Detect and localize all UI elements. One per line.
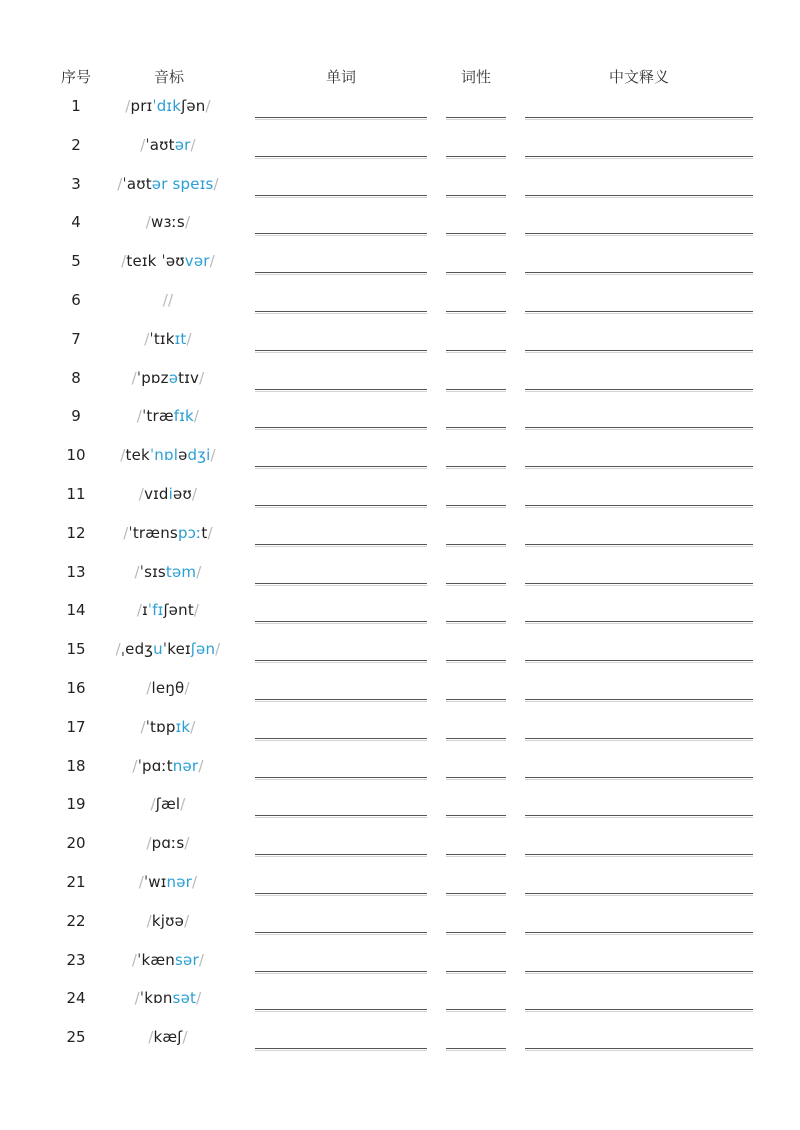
- phonetic-segment: tɪv: [178, 368, 200, 387]
- word-answer-line[interactable]: [255, 505, 427, 508]
- phonetic-segment: ˈaʊt: [145, 135, 175, 154]
- row-number: 21: [66, 873, 86, 891]
- meaning-answer-line[interactable]: [525, 117, 753, 120]
- row-number: 24: [66, 989, 86, 1008]
- pos-answer-line[interactable]: [446, 544, 506, 547]
- meaning-answer-line[interactable]: [525, 389, 753, 392]
- phonetic-segment: leŋθ: [151, 679, 185, 697]
- table-row: [0, 446, 800, 485]
- meaning-answer-line[interactable]: [525, 350, 753, 353]
- phonetic-highlight: vər: [184, 252, 210, 271]
- row-number: 15: [66, 640, 86, 659]
- meaning-answer-line[interactable]: [525, 699, 753, 702]
- phonetic-highlight: nər: [172, 756, 199, 775]
- pos-answer-line[interactable]: [446, 854, 506, 857]
- word-answer-line[interactable]: [255, 544, 427, 547]
- row-number: 20: [66, 834, 86, 853]
- slash-close: /: [198, 756, 204, 775]
- table-row: [0, 136, 800, 175]
- phonetic-segment: ˈtɪk: [149, 329, 175, 348]
- slash-close: /: [184, 679, 190, 697]
- meaning-answer-line[interactable]: [525, 738, 753, 741]
- slash-open: /: [131, 950, 138, 969]
- phonetic-transcription: [139, 485, 197, 503]
- header-meaning: 中文释义: [608, 68, 670, 86]
- table-row: [0, 97, 800, 136]
- pos-answer-line[interactable]: [446, 427, 506, 430]
- table-row: [0, 873, 800, 912]
- phonetic-highlight: sər: [175, 950, 199, 969]
- pos-answer-line[interactable]: [446, 466, 506, 469]
- meaning-answer-line[interactable]: [525, 311, 753, 314]
- slash-close: /: [184, 834, 190, 853]
- slash-open: /: [134, 989, 140, 1008]
- row-number: 23: [66, 950, 86, 969]
- phonetic-transcription: [147, 912, 190, 930]
- word-answer-line[interactable]: [255, 932, 427, 935]
- phonetic-transcription: [150, 795, 185, 813]
- table-row: [0, 369, 800, 408]
- slash-close: /: [207, 523, 213, 542]
- phonetic-highlight: təm: [165, 562, 197, 581]
- phonetic-transcription: [137, 407, 199, 425]
- table-row: [0, 795, 800, 834]
- slash-open: /: [123, 523, 129, 542]
- slash-close: /: [184, 911, 190, 930]
- slash-open: /: [140, 135, 146, 154]
- pos-answer-line[interactable]: [446, 738, 506, 741]
- word-answer-line[interactable]: [255, 233, 427, 236]
- phonetic-segment: ˈkeɪ: [162, 640, 191, 659]
- phonetic-segment: wɜːs: [151, 213, 185, 232]
- phonetic-segment: ˈkɒn: [139, 989, 173, 1008]
- table-row: [0, 718, 800, 757]
- slash-close: /: [190, 717, 196, 736]
- word-answer-line[interactable]: [255, 971, 427, 974]
- slash-open: /: [132, 756, 138, 775]
- pos-answer-line[interactable]: [446, 311, 506, 314]
- pos-answer-line[interactable]: [446, 233, 506, 236]
- meaning-answer-line[interactable]: [525, 544, 753, 547]
- phonetic-highlight: ʃən: [190, 640, 216, 659]
- phonetic-transcription: [144, 330, 191, 348]
- meaning-answer-line[interactable]: [525, 893, 753, 896]
- phonetic-segment: ˈkæn: [137, 950, 176, 969]
- pos-answer-line[interactable]: [446, 583, 506, 586]
- meaning-answer-line[interactable]: [525, 427, 753, 430]
- word-answer-line[interactable]: [255, 156, 427, 159]
- meaning-answer-line[interactable]: [525, 272, 753, 275]
- slash-open: /: [136, 601, 143, 620]
- phonetic-highlight: u: [153, 640, 163, 659]
- phonetic-segment: ʃæl: [155, 795, 181, 814]
- row-number: 10: [66, 446, 86, 465]
- slash-open: /: [162, 291, 168, 309]
- word-answer-line[interactable]: [255, 621, 427, 624]
- row-number: 16: [66, 679, 86, 697]
- slash-open: /: [134, 562, 140, 581]
- table-row: [0, 757, 800, 796]
- header-pos: 词性: [460, 68, 492, 86]
- phonetic-transcription: [120, 446, 215, 464]
- row-number: 14: [66, 601, 86, 620]
- table-row: [0, 563, 800, 602]
- meaning-answer-line[interactable]: [525, 621, 753, 624]
- meaning-answer-line[interactable]: [525, 1009, 753, 1012]
- slash-close: /: [193, 407, 200, 426]
- header-phonetic: 音标: [153, 68, 185, 86]
- table-row: [0, 407, 800, 446]
- phonetic-highlight: i: [168, 485, 174, 503]
- pos-answer-line[interactable]: [446, 156, 506, 159]
- meaning-answer-line[interactable]: [525, 583, 753, 586]
- word-answer-line[interactable]: [255, 117, 427, 120]
- slash-close: /: [190, 135, 196, 154]
- pos-answer-line[interactable]: [446, 660, 506, 663]
- slash-open: /: [136, 407, 143, 426]
- phonetic-highlight: ˈfɪ: [147, 601, 164, 620]
- phonetic-transcription: [125, 97, 211, 115]
- slash-close: /: [196, 562, 202, 581]
- meaning-answer-line[interactable]: [525, 971, 753, 974]
- slash-open: /: [146, 679, 152, 697]
- slash-close: /: [168, 291, 174, 309]
- phonetic-segment: ˈpɑːt: [137, 756, 173, 775]
- phonetic-highlight: ər: [174, 135, 191, 154]
- slash-open: /: [150, 795, 156, 814]
- slash-open: /: [140, 717, 146, 736]
- table-row: [0, 291, 800, 330]
- meaning-answer-line[interactable]: [525, 233, 753, 236]
- row-number: 25: [66, 1028, 86, 1047]
- phonetic-transcription: [132, 369, 205, 387]
- meaning-answer-line[interactable]: [525, 195, 753, 198]
- phonetic-segment: ɪ: [142, 601, 148, 620]
- slash-close: /: [184, 213, 191, 232]
- slash-open: /: [125, 97, 131, 115]
- row-number: 7: [71, 329, 81, 348]
- word-answer-line[interactable]: [255, 777, 427, 780]
- phonetic-segment: prɪ: [130, 97, 153, 115]
- phonetic-highlight: ɪk: [175, 717, 191, 736]
- pos-answer-line[interactable]: [446, 621, 506, 624]
- phonetic-transcription: [132, 757, 203, 775]
- slash-close: /: [196, 989, 202, 1008]
- word-answer-line[interactable]: [255, 854, 427, 857]
- phonetic-segment: ˈsɪs: [139, 562, 166, 581]
- word-answer-line[interactable]: [255, 389, 427, 392]
- meaning-answer-line[interactable]: [525, 466, 753, 469]
- phonetic-highlight: nər: [166, 873, 193, 891]
- pos-answer-line[interactable]: [446, 932, 506, 935]
- word-answer-line[interactable]: [255, 1009, 427, 1012]
- word-answer-line[interactable]: [255, 1048, 427, 1051]
- word-answer-line[interactable]: [255, 350, 427, 353]
- slash-close: /: [213, 174, 219, 193]
- phonetic-transcription: [135, 989, 202, 1007]
- word-answer-line[interactable]: [255, 272, 427, 275]
- pos-answer-line[interactable]: [446, 1048, 506, 1051]
- phonetic-highlight: dʒi: [187, 446, 211, 465]
- slash-open: /: [144, 329, 150, 348]
- phonetic-highlight: ɪt: [174, 329, 187, 348]
- slash-open: /: [120, 446, 126, 465]
- slash-close: /: [215, 640, 221, 659]
- slash-close: /: [198, 950, 205, 969]
- phonetic-transcription: [123, 524, 212, 542]
- row-number: 6: [71, 291, 81, 309]
- word-answer-line[interactable]: [255, 583, 427, 586]
- phonetic-segment: kæʃ: [153, 1028, 183, 1047]
- pos-answer-line[interactable]: [446, 815, 506, 818]
- row-number: 17: [66, 717, 86, 736]
- slash-close: /: [193, 601, 200, 620]
- slash-open: /: [115, 640, 121, 659]
- phonetic-segment: ˈtɒp: [145, 717, 176, 736]
- word-answer-line[interactable]: [255, 815, 427, 818]
- phonetic-highlight: pɔː: [177, 523, 202, 542]
- phonetic-segment: teɪk ˈəʊ: [126, 252, 185, 271]
- meaning-answer-line[interactable]: [525, 660, 753, 663]
- row-number: 11: [66, 485, 86, 503]
- phonetic-transcription: [117, 175, 219, 193]
- phonetic-segment: ˈwɪ: [143, 873, 167, 891]
- slash-close: /: [210, 446, 216, 465]
- pos-answer-line[interactable]: [446, 505, 506, 508]
- row-number: 2: [71, 135, 81, 154]
- slash-close: /: [199, 368, 205, 387]
- phonetic-segment: pɑːs: [151, 834, 185, 853]
- phonetic-highlight: ər speɪs: [151, 174, 214, 193]
- phonetic-segment: ʃən: [181, 97, 206, 115]
- slash-open: /: [138, 485, 145, 503]
- phonetic-highlight: ˈnɒl: [149, 446, 179, 465]
- slash-open: /: [145, 213, 152, 232]
- pos-answer-line[interactable]: [446, 1009, 506, 1012]
- slash-close: /: [186, 329, 192, 348]
- row-number: 5: [71, 252, 81, 271]
- phonetic-highlight: sət: [172, 989, 197, 1008]
- word-answer-line[interactable]: [255, 660, 427, 663]
- slash-close: /: [180, 795, 186, 814]
- pos-answer-line[interactable]: [446, 350, 506, 353]
- slash-close: /: [209, 252, 215, 271]
- phonetic-segment: ˈtræns: [128, 523, 178, 542]
- slash-open: /: [148, 1028, 154, 1047]
- slash-close: /: [182, 1028, 188, 1047]
- table-row: [0, 989, 800, 1028]
- row-number: 13: [66, 562, 86, 581]
- row-number: 22: [66, 911, 86, 930]
- meaning-answer-line[interactable]: [525, 854, 753, 857]
- word-answer-line[interactable]: [255, 699, 427, 702]
- table-row: [0, 1028, 800, 1067]
- phonetic-segment: tek: [125, 446, 150, 465]
- phonetic-transcription: [146, 834, 189, 852]
- phonetic-transcription: [146, 679, 189, 697]
- phonetic-transcription: [140, 136, 196, 154]
- phonetic-highlight: ə: [168, 368, 179, 387]
- meaning-answer-line[interactable]: [525, 1048, 753, 1051]
- slash-open: /: [121, 252, 127, 271]
- row-number: 18: [66, 756, 86, 775]
- meaning-answer-line[interactable]: [525, 505, 753, 508]
- word-answer-line[interactable]: [255, 738, 427, 741]
- slash-open: /: [146, 911, 152, 930]
- slash-open: /: [146, 834, 152, 853]
- meaning-answer-line[interactable]: [525, 932, 753, 935]
- slash-close: /: [192, 873, 198, 891]
- pos-answer-line[interactable]: [446, 117, 506, 120]
- row-number: 19: [66, 795, 86, 814]
- table-row: [0, 524, 800, 563]
- table-row: [0, 912, 800, 951]
- phonetic-segment: ˈtræ: [142, 407, 174, 426]
- table-row: [0, 175, 800, 214]
- phonetic-segment: t: [201, 523, 208, 542]
- word-answer-line[interactable]: [255, 195, 427, 198]
- slash-close: /: [191, 485, 198, 503]
- row-number: 4: [71, 213, 81, 232]
- phonetic-transcription: [148, 1028, 188, 1046]
- phonetic-transcription: [146, 213, 190, 231]
- row-number: 3: [71, 174, 81, 193]
- table-row: [0, 252, 800, 291]
- pos-answer-line[interactable]: [446, 893, 506, 896]
- meaning-answer-line[interactable]: [525, 815, 753, 818]
- row-number: 9: [71, 407, 81, 426]
- phonetic-highlight: fɪk: [173, 407, 194, 426]
- pos-answer-line[interactable]: [446, 777, 506, 780]
- table-row: [0, 640, 800, 679]
- table-row: [0, 834, 800, 873]
- row-number: 1: [71, 97, 81, 115]
- header-word: 单词: [325, 68, 357, 86]
- word-answer-line[interactable]: [255, 311, 427, 314]
- table-row: [0, 330, 800, 369]
- pos-answer-line[interactable]: [446, 272, 506, 275]
- word-answer-line[interactable]: [255, 893, 427, 896]
- phonetic-segment: ˈaʊt: [122, 174, 152, 193]
- table-row: [0, 601, 800, 640]
- phonetic-segment: kjʊə: [151, 911, 185, 930]
- row-number: 12: [66, 523, 86, 542]
- slash-open: /: [131, 368, 137, 387]
- table-row: [0, 485, 800, 524]
- phonetic-transcription: [163, 291, 174, 309]
- phonetic-segment: ˌedʒ: [120, 640, 154, 659]
- phonetic-transcription: [121, 252, 215, 270]
- phonetic-segment: ə: [178, 446, 188, 465]
- phonetic-segment: ʃənt: [163, 601, 194, 620]
- phonetic-segment: ˈpɒz: [136, 368, 169, 387]
- meaning-answer-line[interactable]: [525, 777, 753, 780]
- pos-answer-line[interactable]: [446, 389, 506, 392]
- slash-close: /: [205, 97, 211, 115]
- phonetic-transcription: [116, 640, 221, 658]
- pos-answer-line[interactable]: [446, 699, 506, 702]
- table-row: [0, 679, 800, 718]
- phonetic-transcription: [135, 563, 202, 581]
- phonetic-segment: vɪd: [144, 485, 169, 503]
- phonetic-transcription: [139, 873, 198, 891]
- table-row: [0, 951, 800, 990]
- pos-answer-line[interactable]: [446, 971, 506, 974]
- slash-open: /: [117, 174, 123, 193]
- phonetic-segment: əʊ: [173, 485, 192, 503]
- word-answer-line[interactable]: [255, 466, 427, 469]
- table-row: [0, 213, 800, 252]
- slash-open: /: [138, 873, 144, 891]
- header-index: 序号: [60, 68, 92, 86]
- phonetic-transcription: [137, 601, 199, 619]
- row-number: 8: [71, 368, 81, 387]
- phonetic-highlight: ˈdɪk: [152, 97, 182, 115]
- meaning-answer-line[interactable]: [525, 156, 753, 159]
- pos-answer-line[interactable]: [446, 195, 506, 198]
- phonetic-transcription: [140, 718, 195, 736]
- phonetic-transcription: [132, 951, 204, 969]
- word-answer-line[interactable]: [255, 427, 427, 430]
